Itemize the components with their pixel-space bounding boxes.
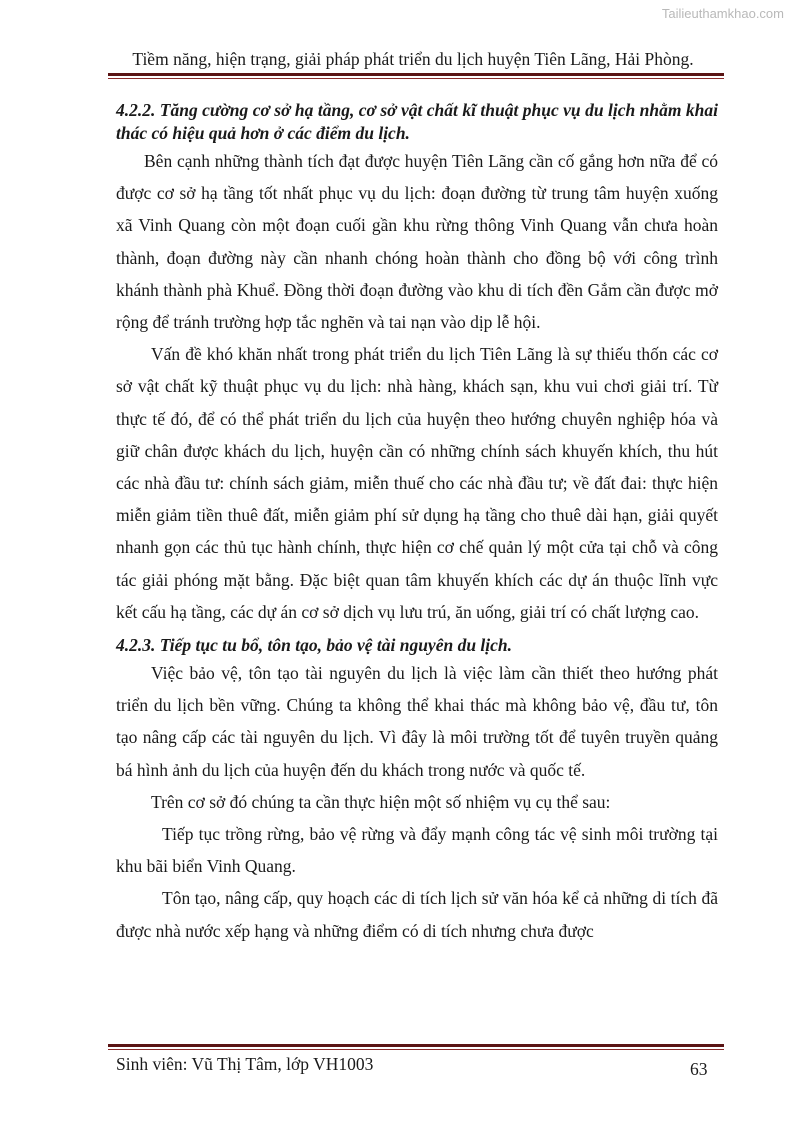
paragraph: Tiếp tục trồng rừng, bảo vệ rừng và đẩy mạnh công tác vệ sinh môi trường tại khu bãi biển Vinh Quang.: [116, 824, 718, 877]
watermark-text: Tailieuthamkhao.com: [661, 6, 784, 21]
running-header-title: Tiềm năng, hiện trạng, giải pháp phát triển du lịch huyện Tiên Lãng, Hải Phòng.: [132, 49, 694, 69]
section-heading-4-2-3: 4.2.3. Tiếp tục tu bổ, tôn tạo, bảo vệ tài nguyên du lịch.: [116, 635, 513, 656]
paragraph: Tôn tạo, nâng cấp, quy hoạch các di tích lịch sử văn hóa kể cả những di tích đã được nhà nước xếp hạng và những điểm có di tích nhưng chưa được: [116, 888, 718, 941]
paragraph: Trên cơ sở đó chúng ta cần thực hiện một số nhiệm vụ cụ thể sau:: [151, 791, 611, 812]
paragraph: Vấn đề khó khăn nhất trong phát triển du lịch Tiên Lãng là sự thiếu thốn các cơ sở vật chất kỹ thuật phục vụ du lịch: nhà hàng, khách sạn, khu vui chơi giải trí. Từ thực tế đó, để có thể phát triển du lịch của huyện theo hướng chuyên nghiệp hóa và giữ chân được khách du lịch, huyện cần có những chính sách khuyến khích, thu hút các nhà đầu tư: chính sách giảm, miễn thuế cho các nhà đầu tư; về đất đai: thực hiện miễn giảm tiền thuê đất, miễn giảm phí sử dụng hạ tầng cho thuê dài hạn, giải quyết nhanh gọn các thủ tục hành chính, thực hiện cơ chế quản lý một cửa tại chỗ và công tác giải phóng mặt bằng. Đặc biệt quan tâm khuyến khích các dự án thuộc lĩnh vực kết cấu hạ tầng, các dự án cơ sở dịch vụ lưu trú, ăn uống, giải trí có chất lượng cao.: [116, 344, 718, 622]
footer-student-info: Sinh viên: Vũ Thị Tâm, lớp VH1003: [116, 1054, 374, 1074]
paragraph: Việc bảo vệ, tôn tạo tài nguyên du lịch là việc làm cần thiết theo hướng phát triển du lịch bền vững. Chúng ta không thể khai thác mà không bảo vệ, đầu tư, tôn tạo nâng cấp các tài nguyên du lịch. Vì đây là môi trường tốt để tuyên truyền quảng bá hình ảnh du lịch của huyện đến du khách trong nước và quốc tế.: [116, 663, 718, 780]
footer-divider: [108, 1044, 724, 1050]
paragraph: Bên cạnh những thành tích đạt được huyện Tiên Lãng cần cố gắng hơn nữa để có được cơ sở hạ tầng tốt nhất phục vụ du lịch: đoạn đường từ trung tâm huyện xuống xã Vinh Quang còn một đoạn cuối gần khu rừng thông Vinh Quang vẫn chưa hoàn thành, đoạn đường này cần nhanh chóng hoàn thành cho đồng bộ với công trình khánh thành phà Khuể. Đồng thời đoạn đường vào khu di tích đền Gắm cần được mở rộng để tránh trường hợp tắc nghẽn và tai nạn vào dịp lễ hội.: [116, 151, 718, 333]
page-body: [116, 97, 718, 947]
section-heading-4-2-2: 4.2.2. Tăng cường cơ sở hạ tầng, cơ sở vật chất kĩ thuật phục vụ du lịch nhằm khai thác có hiệu quả hơn ở các điểm du lịch.: [116, 100, 718, 143]
page-number: 63: [690, 1059, 708, 1079]
header-divider: [108, 73, 724, 79]
